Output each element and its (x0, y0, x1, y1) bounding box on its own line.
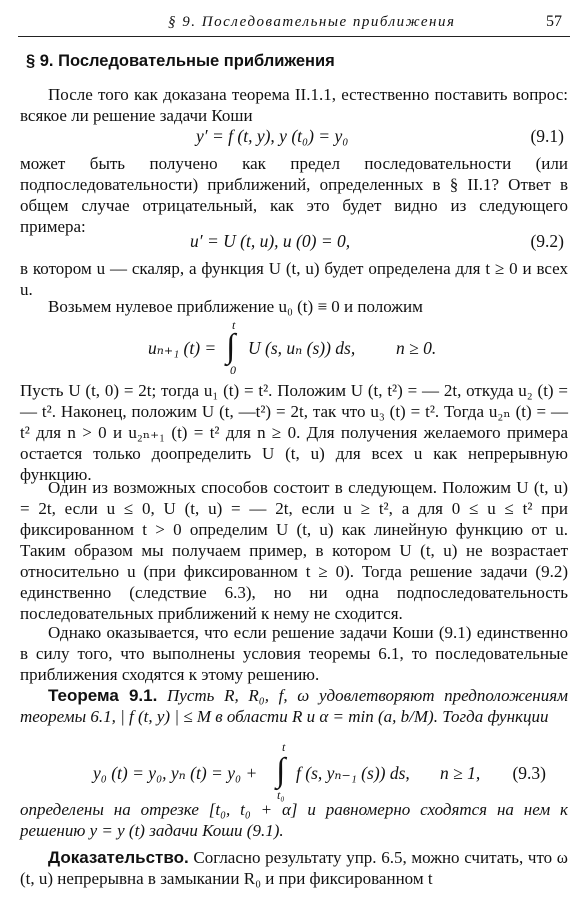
equation-9-1 (20, 126, 568, 150)
paragraph-however: Однако оказывается, что если решение задачи Коши (9.1) единственно в силу того, что выполнены условия теоремы 6.1, то последовательные приближения сходятся к этому решению. (20, 623, 568, 684)
paragraph-example-def: в котором u — скаляр, а функция U (t, u) будет определена для t ≥ 0 и всех u. (20, 259, 568, 299)
iteration-condition: n ≥ 0. (396, 338, 437, 358)
paragraph-intro: После того как доказана теорема II.1.1, естественно поставить вопрос: всякое ли решение задачи Коши (20, 85, 568, 125)
integral-lower-limit: 0 (230, 363, 236, 377)
page-number: 57 (546, 13, 562, 30)
equation-9-3-integrand: f (s, yₙ₋₁ (s)) ds, (296, 763, 410, 783)
running-title: § 9. Последовательные приближения (168, 14, 456, 30)
iteration-left-side: uₙ₊₁ (t) = (148, 338, 217, 358)
proof-label: Доказательство. (48, 848, 189, 867)
equation-9-3-left-side: y₀ (t) = y₀, yₙ (t) = y₀ + (93, 763, 258, 783)
equation-9-2 (20, 231, 568, 255)
equation-9-1-body: y′ = f (t, y), y (t₀) = y₀ (196, 126, 349, 146)
equation-9-3-number: (9.3) (512, 763, 546, 783)
equation-9-3-condition: n ≥ 1, (440, 763, 481, 783)
integral-sign: ∫ (276, 752, 286, 789)
equation-9-2-number: (9.2) (530, 231, 564, 251)
integral-lower-limit: t₀ (277, 788, 285, 802)
integral-upper-limit: t (232, 318, 236, 332)
theorem-statement: Пусть R, R₀, f, ω удовлетворяют предположениям теоремы 6.1, | f (t, y) | ≤ M в области R и α = min (a, b/M). Тогда функции (20, 686, 568, 726)
integral-equation-9-3 (20, 740, 568, 806)
integral-equation-iteration (20, 318, 568, 378)
paragraph-one-way: Один из возможных способов состоит в следующем. Положим U (t, u) = 2t, если u ≤ 0, U (t, u) = — 2t, если u ≥ t², а для 0 ≤ u ≤ t² при фиксированном t > 0 определим U (t, u) как линейную функцию от u. Таким образом мы получаем пример, в котором U (t, u) не возрастает относительно u (при фиксированном t ≥ 0). Тогда решение задачи (9.2) единственно (следствие 6.3), но ни одна подпоследовательность последовательных приближений к нему не сходится. (20, 478, 568, 623)
running-header (18, 10, 570, 37)
proof-text: Согласно результату упр. 6.5, можно считать, что ω (t, u) непрерывна в замыкании R₀ и при фиксированном t (20, 848, 568, 888)
paragraph-zero-approx: Возьмем нулевое приближение u₀ (t) ≡ 0 и положим (48, 297, 423, 316)
integral-sign: ∫ (226, 328, 236, 365)
iteration-integrand: U (s, uₙ (s)) ds, (248, 338, 356, 358)
theorem-conclusion: определены на отрезке [t₀, t₀ + α] и равномерно сходятся на нем к решению y = y (t) задачи Коши (9.1). (20, 800, 568, 840)
paragraph-construction: Пусть U (t, 0) = 2t; тогда u₁ (t) = t². Положим U (t, t²) = — 2t, откуда u₂ (t) = — t². Наконец, положим U (t, —t²) = 2t, так что u₃ (t) = t². Тогда u₂ₙ (t) = — t² для n > 0 и u₂ₙ₊₁ (t) = t² для n ≥ 0. Для получения желаемого примера остается только доопределить U (t, u) для всех u как непрерывную функцию. (20, 381, 568, 484)
equation-9-1-number: (9.1) (530, 126, 564, 146)
proof-paragraph (20, 847, 568, 889)
theorem-9-1 (20, 685, 568, 727)
equation-9-2-body: u′ = U (t, u), u (0) = 0, (190, 231, 351, 251)
paragraph-question: может быть получено как предел последовательности (или подпоследовательности) приближений, определенных в § II.1? Ответ в общем случае отрицательный, как это будет видно из следующего примера: (20, 154, 568, 236)
section-heading: § 9. Последовательные приближения (26, 52, 335, 70)
integral-upper-limit: t (282, 740, 286, 754)
theorem-label: Теорема 9.1. (48, 686, 158, 705)
